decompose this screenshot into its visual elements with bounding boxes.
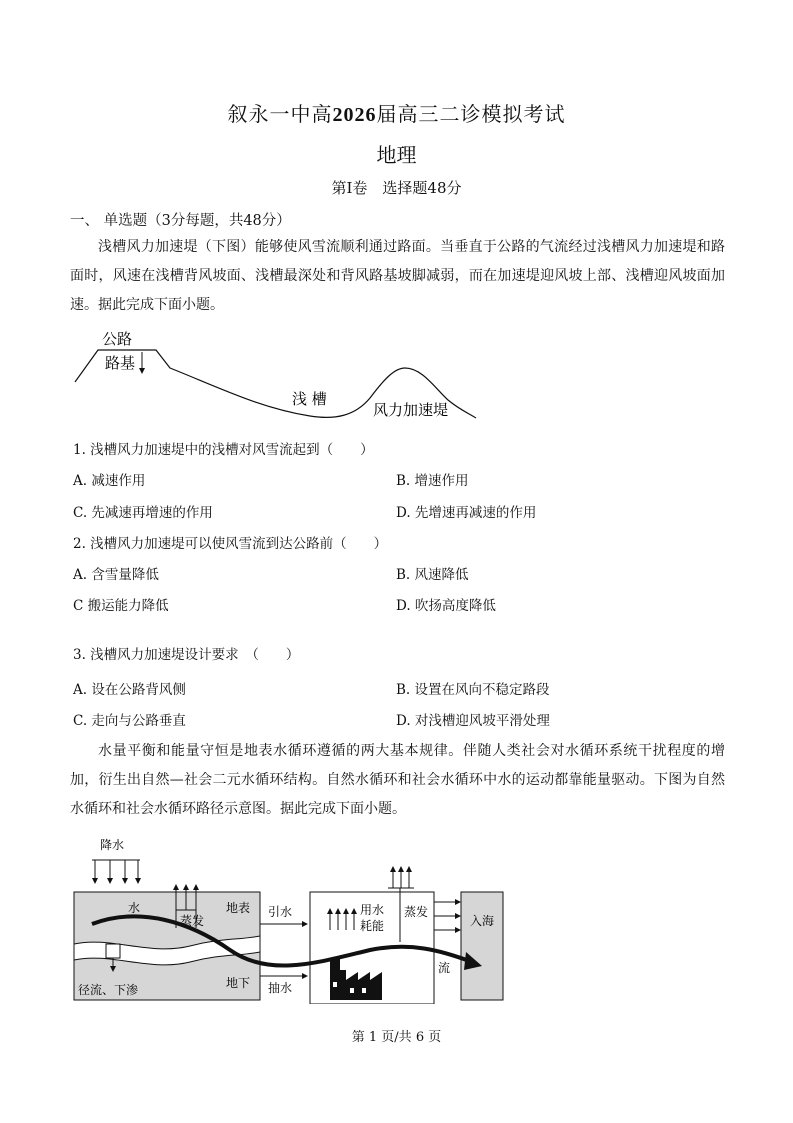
label-precipitation: 降水 [100, 838, 125, 852]
q2-option-d[interactable]: D. 吹扬高度降低 [396, 598, 496, 614]
label-flow: 流 [438, 961, 451, 975]
label-trough: 浅 槽 [292, 390, 327, 408]
label-roadbed: 路基 [105, 354, 136, 372]
to-sea-arrow-heads [455, 899, 461, 933]
section-heading: 第Ⅰ卷 选择题48分 [331, 179, 462, 197]
pump-arrow-head [302, 973, 308, 979]
label-underground: 地下 [226, 976, 251, 990]
label-runoff: 径流、下渗 [78, 983, 139, 997]
q2-option-b[interactable]: B. 风速降低 [396, 567, 469, 583]
label-road: 公路 [102, 330, 133, 348]
q3-option-d[interactable]: D. 对浅槽迎风坡平滑处理 [396, 713, 550, 729]
page-footer: 第 1 页/共 6 页 [351, 1030, 442, 1045]
q1-option-c[interactable]: C. 先减速再增速的作用 [73, 505, 213, 521]
label-divert: 引水 [268, 905, 293, 919]
question-3-stem: 3. 浅槽风力加速堤设计要求 （ ） [73, 647, 300, 663]
label-evaporation-right: 蒸发 [404, 905, 429, 919]
divert-arrow-head [302, 921, 308, 927]
precipitation-arrows [92, 860, 140, 880]
q1-option-a[interactable]: A. 减速作用 [73, 473, 146, 489]
label-evaporation-left: 蒸发 [180, 914, 205, 928]
q3-option-b[interactable]: B. 设置在风向不稳定路段 [396, 682, 550, 698]
title-prefix: 叙永一中高 [227, 102, 333, 126]
q2-option-c[interactable]: C 搬运能力降低 [73, 598, 169, 614]
label-pump: 抽水 [268, 981, 293, 995]
q3-option-a[interactable]: A. 设在公路背风侧 [73, 682, 186, 698]
label-energy-use: 耗能 [360, 919, 385, 933]
subject-title: 地理 [376, 143, 417, 167]
q1-option-d[interactable]: D. 先增速再减速的作用 [396, 505, 537, 521]
passage-1: 浅槽风力加速堤（下图）能够使风雪流顺利通过路面。当垂直于公路的气流经过浅槽风力加速堤和路面时，风速在浅槽背风坡面、浅槽最深处和背风路基坡脚减弱，而在加速堤迎风坡上部、浅槽迎风坡面加速。据此完成下面小题。 [70, 239, 725, 313]
label-dike: 风力加速堤 [373, 401, 449, 419]
q3-option-c[interactable]: C. 走向与公路垂直 [73, 713, 186, 729]
passage-2: 水量平衡和能量守恒是地表水循环遵循的两大基本规律。伴随人类社会对水循环系统干扰程度的增加，衍生出自然—社会二元水循环结构。自然水循环和社会水循环中水的运动都靠能量驱动。下图为自然水循环和社会水循环路径示意图。据此完成下面小题。 [70, 743, 725, 817]
label-water: 水 [128, 901, 141, 915]
roadbed-arrow-head [139, 368, 145, 374]
exam-title [0, 98, 793, 127]
figure-water-cycle [70, 832, 510, 1004]
to-sea-arrows [434, 902, 458, 930]
title-year: 2026 [332, 104, 377, 126]
label-sea: 入海 [470, 914, 495, 928]
evaporation-arrow-heads-right [390, 866, 412, 872]
question-1-stem: 1. 浅槽风力加速堤中的浅槽对风雪流起到（ ） [73, 442, 374, 458]
q1-option-b[interactable]: B. 增速作用 [396, 473, 469, 489]
evaporation-arrow-heads-left [173, 884, 199, 890]
precipitation-arrow-heads [92, 878, 141, 884]
question-2-stem: 2. 浅槽风力加速堤可以使风雪流到达公路前（ ） [73, 536, 388, 552]
figure-wind-dike [70, 328, 490, 424]
section-one-title: 一、 单选题（3分每题，共48分） [70, 213, 291, 229]
q2-option-a[interactable]: A. 含雪量降低 [73, 567, 159, 583]
title-suffix: 届高三二诊模拟考试 [376, 102, 566, 126]
label-surface: 地表 [226, 901, 251, 915]
label-water-use: 用水 [360, 903, 385, 917]
sea-box [461, 892, 503, 1000]
